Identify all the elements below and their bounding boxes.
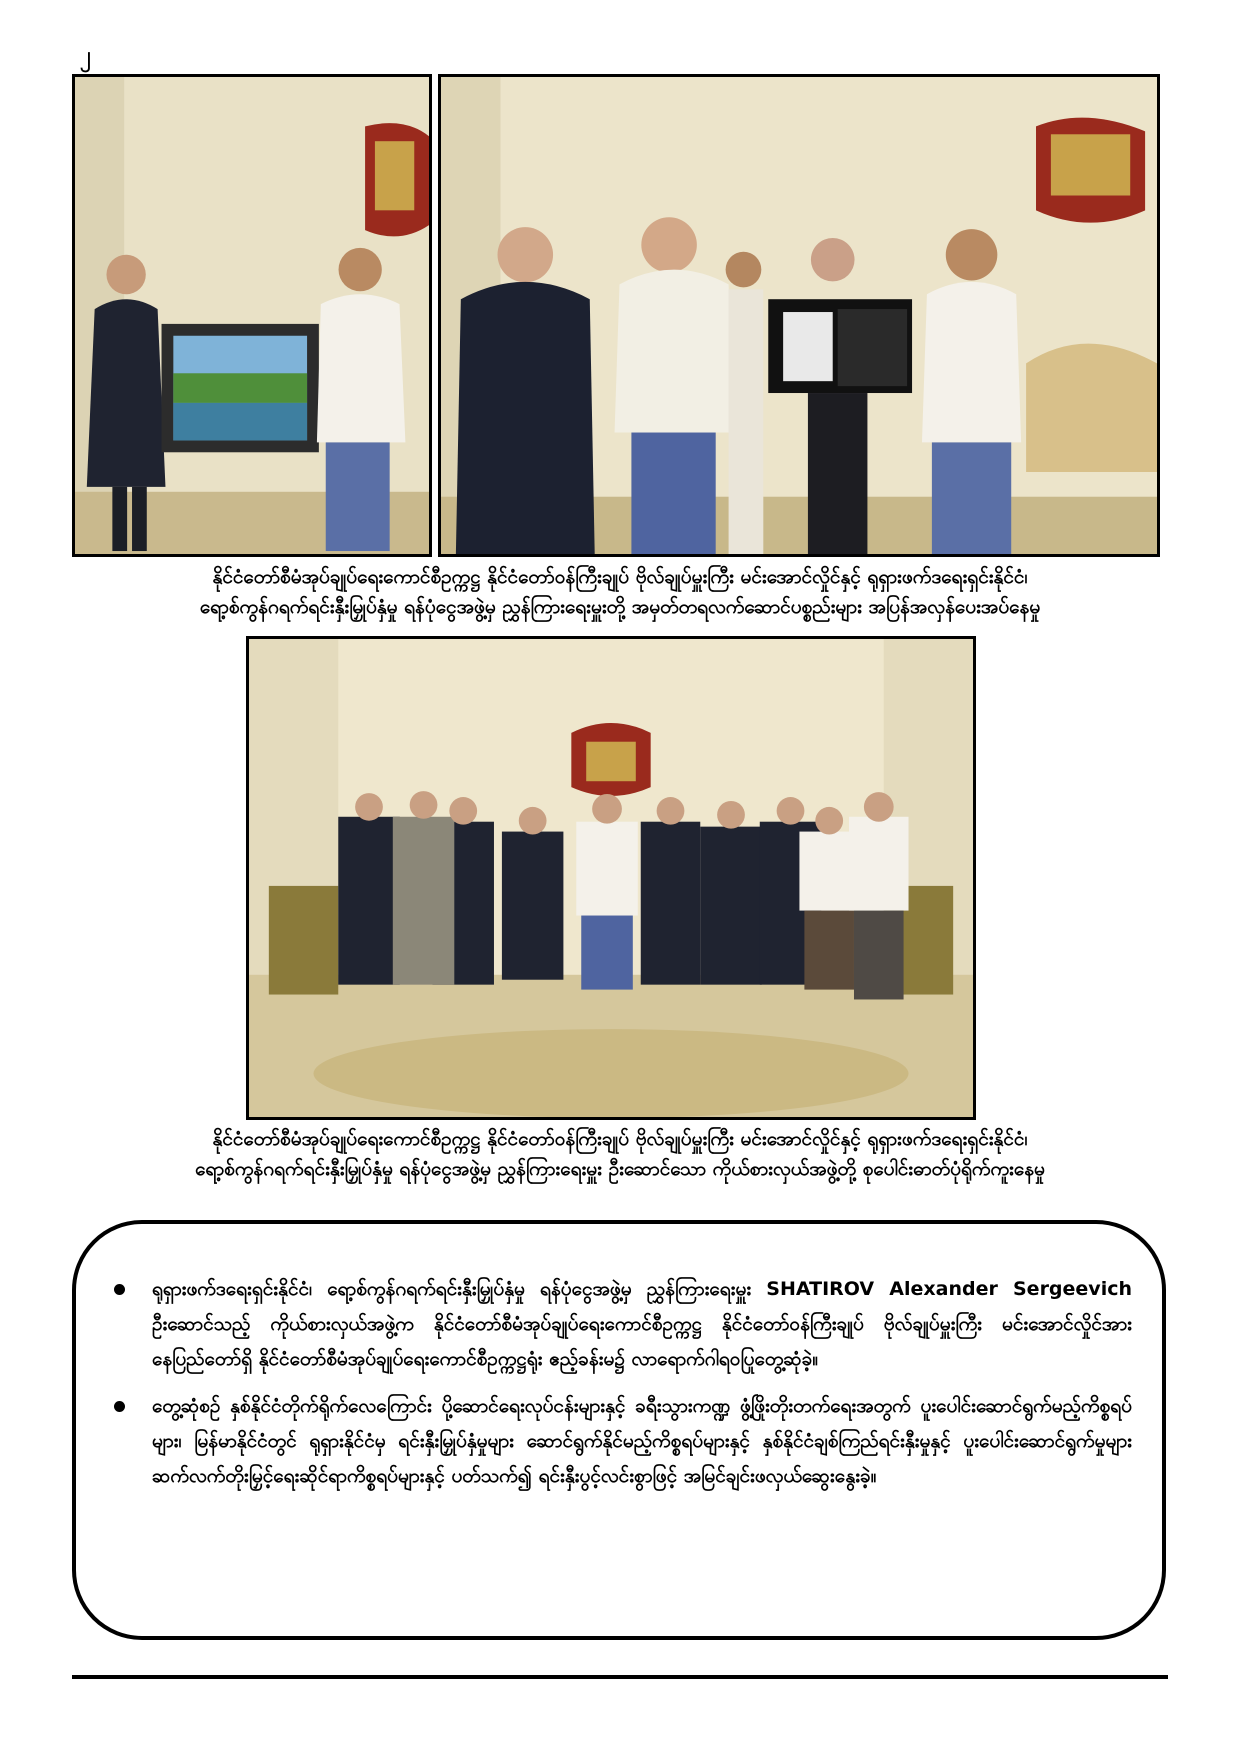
caption-top: [60, 562, 1180, 622]
photo-accordion-gift: [438, 74, 1160, 557]
bullet-icon: [114, 1284, 125, 1295]
caption-top-line-1: နိုင်ငံတော်စီမံအုပ်ချုပ်ရေးကောင်စီဥက္ကဋ္ဌ နိုင်ငံတော်ဝန်ကြီးချုပ် ဗိုလ်ချုပ်မှူးကြီး မင်းအောင်လှိုင်နှင့် ရုရှားဖက်ဒရေးရှင်းနိုင်ငံ၊: [212, 566, 1028, 588]
summary-bullet-text: ရုရှားဖက်ဒရေးရှင်းနိုင်ငံ၊ ရော့စ်ကွန်ဂရက်ရင်းနှီးမြှုပ်နှံမှု ရန်ပုံငွေအဖွဲ့မှ ညွှန်ကြားရေးမှူး SHATIROV Alexander Sergeevich ဦးဆောင်သည့် ကိုယ်စားလှယ်အဖွဲ့က နိုင်ငံတော်စီမံအုပ်ချုပ်ရေးကောင်စီဥက္ကဋ္ဌ နိုင်ငံတော်ဝန်ကြီးချုပ် ဗိုလ်ချုပ်မှူးကြီး မင်းအောင်လှိုင်အား နေပြည်တော်ရှိ နိုင်ငံတော်စီမံအုပ်ချုပ်ရေးကောင်စီဥက္ကဋ္ဌရုံး ဧည့်ခန်းမ၌ လာရောက်ဂါရဝပြုတွေ့ဆုံခဲ့။: [152, 1278, 1132, 1370]
summary-bullet-text: တွေ့ဆုံစဉ် နှစ်နိုင်ငံတိုက်ရိုက်လေကြောင်း ပို့ဆောင်ရေးလုပ်ငန်းများနှင့် ခရီးသွားကဏ္ဍ ဖွံ့ဖြိုးတိုးတက်ရေးအတွက် ပူးပေါင်းဆောင်ရွက်မည့်ကိစ္စရပ်များ၊ မြန်မာနိုင်ငံတွင် ရုရှားနိုင်ငံမှ ရင်းနှီးမြှုပ်နှံမှုများ ဆောင်ရွက်နိုင်မည့်ကိစ္စရပ်များနှင့် နှစ်နိုင်ငံချစ်ကြည်ရင်းနှီးမှုနှင့် ပူးပေါင်းဆောင်ရွက်မှုများ ဆက်လက်တိုးမြှင့်ရေးဆိုင်ရာကိစ္စရပ်များနှင့် ပတ်သက်၍ ရင်းနှီးပွင့်လင်းစွာဖြင့် အမြင်ချင်းဖလှယ်ဆွေးနွေးခဲ့။: [152, 1395, 1132, 1487]
caption-middle-line-1: နိုင်ငံတော်စီမံအုပ်ချုပ်ရေးကောင်စီဥက္ကဋ္ဌ နိုင်ငံတော်ဝန်ကြီးချုပ် ဗိုလ်ချုပ်မှူးကြီး မင်းအောင်လှိုင်နှင့် ရုရှားဖက်ဒရေးရှင်းနိုင်ငံ၊: [212, 1128, 1028, 1150]
bullet-icon: [114, 1401, 125, 1412]
summary-box: [72, 1220, 1166, 1640]
caption-middle-line-2: ရော့စ်ကွန်ဂရက်ရင်းနှီးမြှုပ်နှံမှု ရန်ပုံငွေအဖွဲ့မှ ညွှန်ကြားရေးမှူး ဦးဆောင်သော ကိုယ်စားလှယ်အဖွဲ့တို့ စုပေါင်းဓာတ်ပုံရိုက်ကူးနေမှု: [195, 1158, 1045, 1180]
summary-bullet: [106, 1272, 1132, 1377]
photo-painting-gift: [72, 74, 432, 557]
caption-top-line-2: ရော့စ်ကွန်ဂရက်ရင်းနှီးမြှုပ်နှံမှု ရန်ပုံငွေအဖွဲ့မှ ညွှန်ကြားရေးမှူးတို့ အမှတ်တရလက်ဆောင်ပစ္စည်းများ အပြန်အလှန်ပေးအပ်နေမှု: [199, 596, 1041, 618]
caption-middle: [60, 1124, 1180, 1184]
summary-bullet: [106, 1389, 1132, 1494]
bottom-divider: [72, 1675, 1168, 1679]
photo-group: [246, 636, 976, 1120]
page-number: ၂: [80, 43, 91, 68]
summary-bullets: [106, 1272, 1132, 1506]
